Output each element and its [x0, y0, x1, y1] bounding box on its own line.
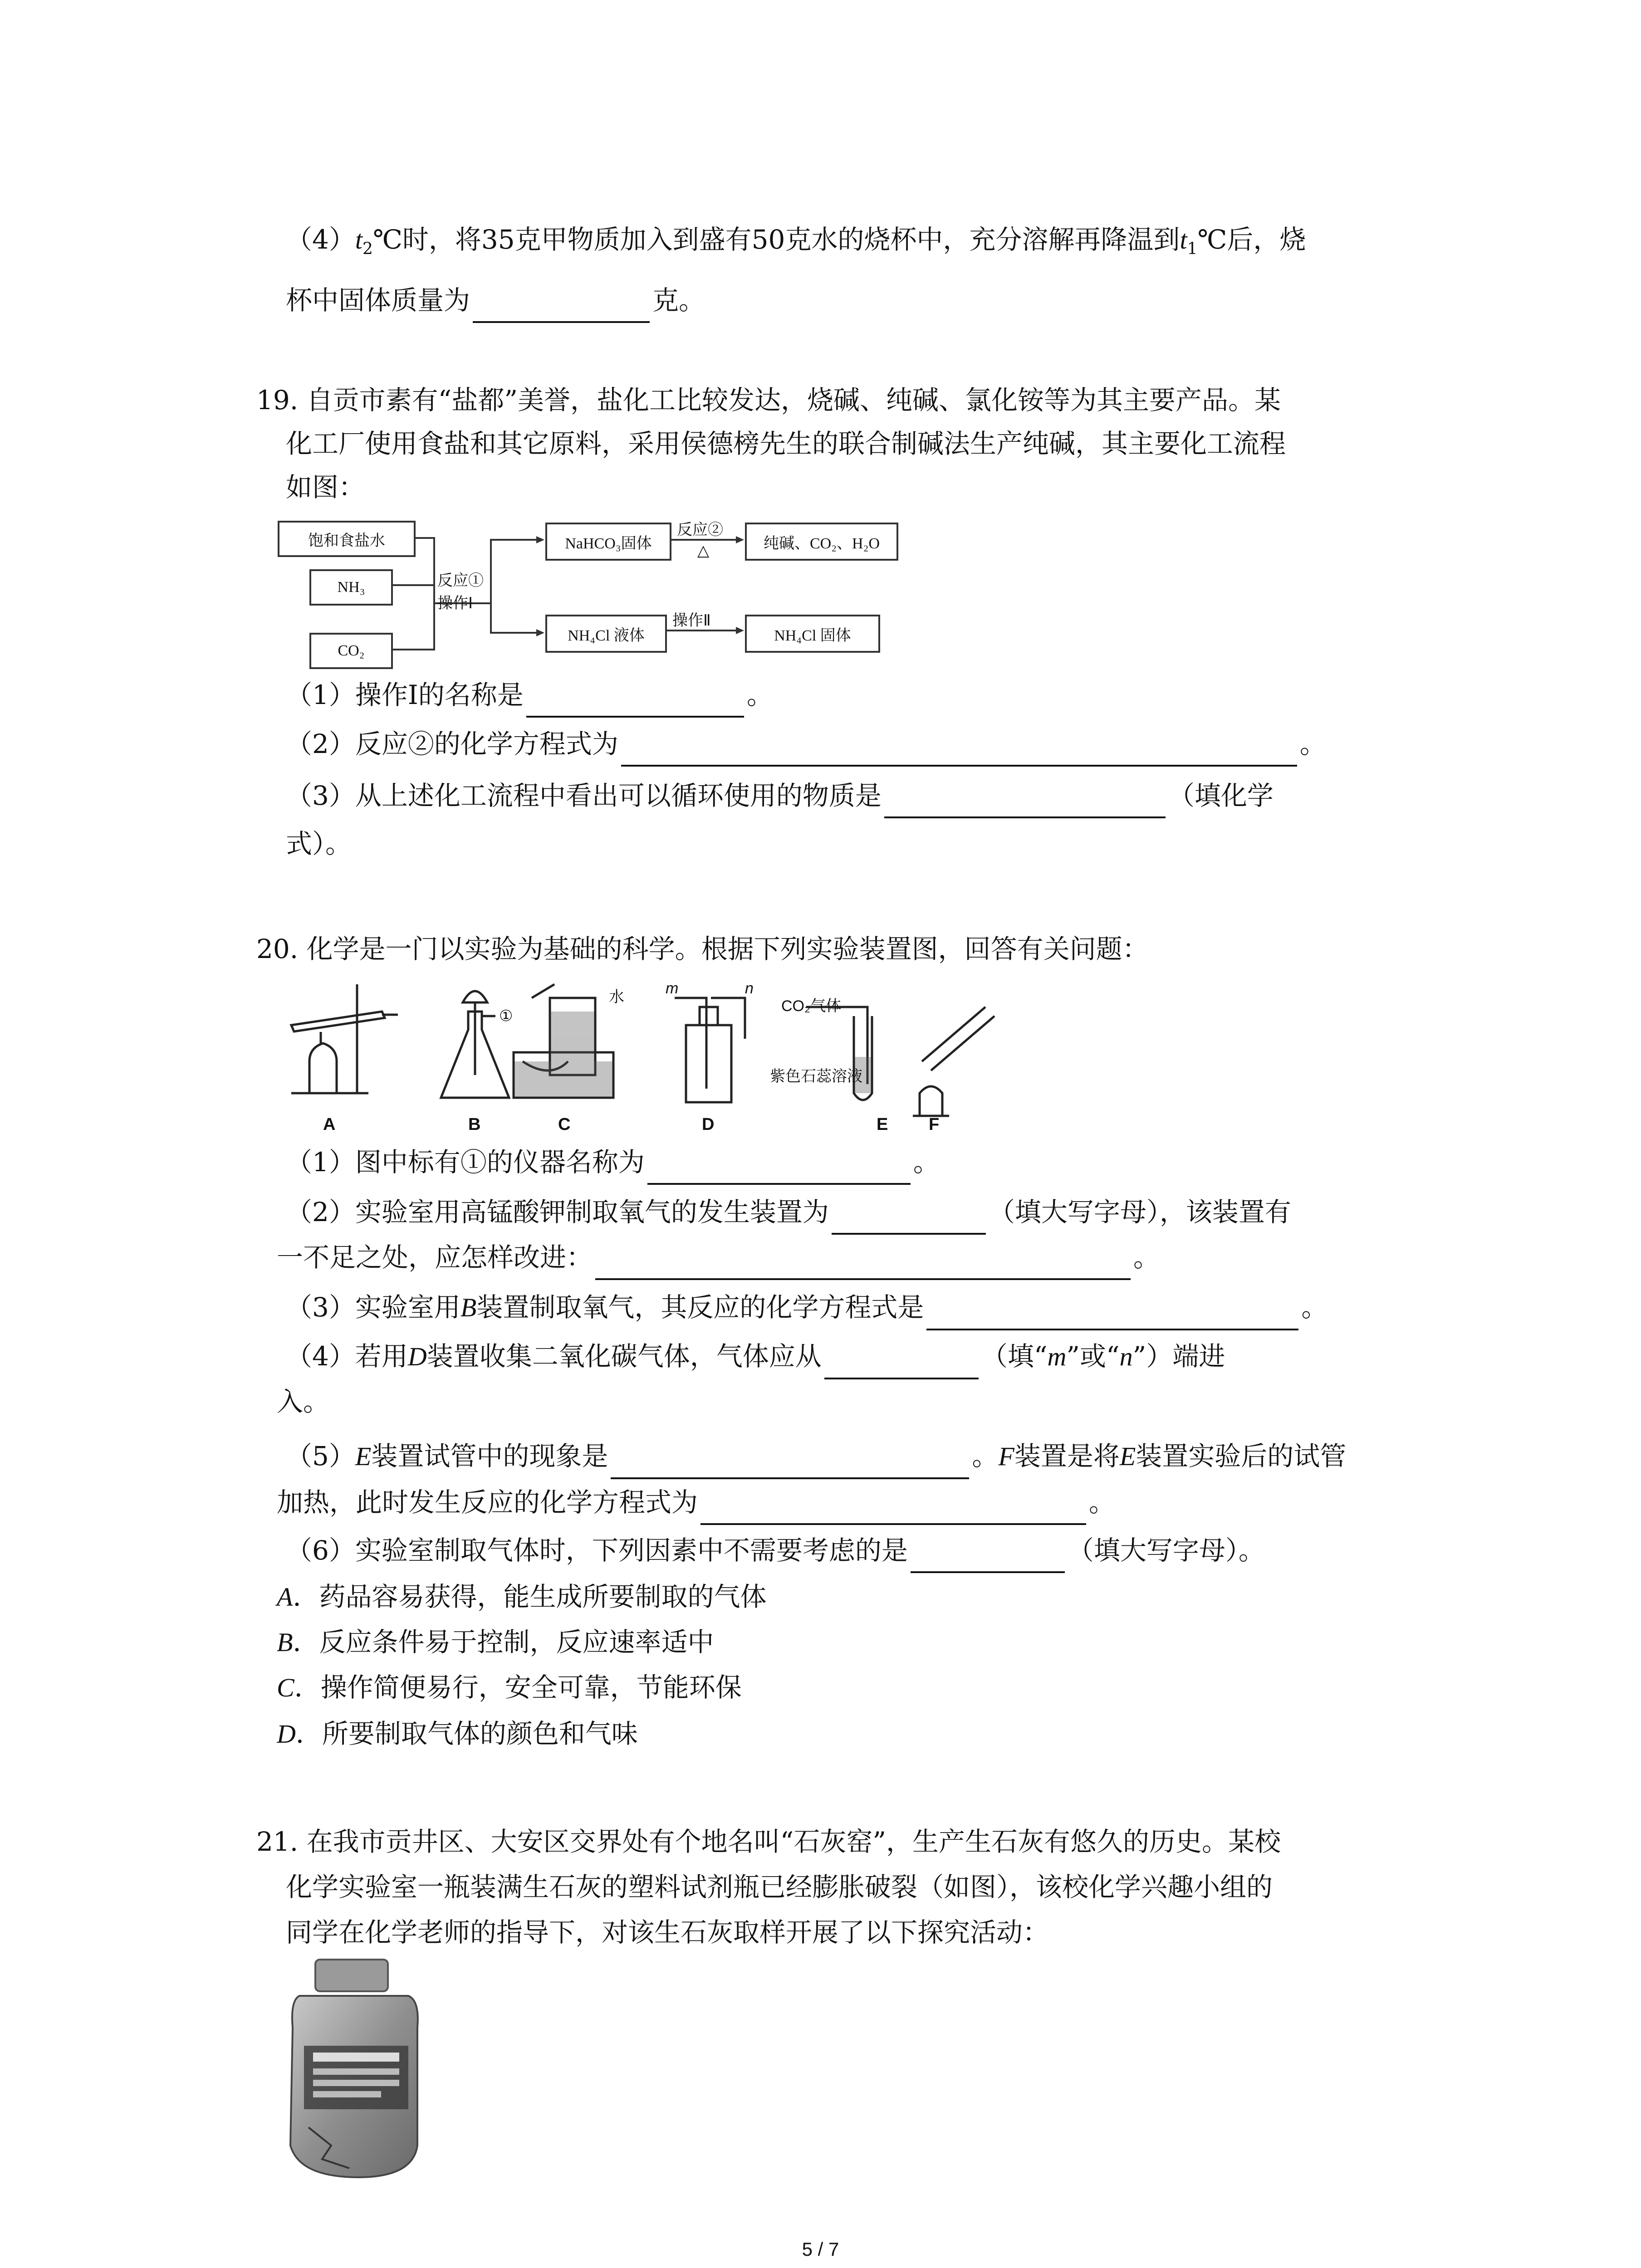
answer-blank[interactable]	[926, 1300, 1298, 1330]
answer-blank[interactable]	[884, 788, 1166, 818]
answer-blank[interactable]	[473, 293, 650, 323]
q20-option-b[interactable]: B．反应条件易于控制，反应速率适中	[277, 1627, 714, 1657]
q20-option-d[interactable]: D．所要制取气体的颜色和气味	[277, 1718, 638, 1749]
bottle-image	[281, 1955, 431, 2182]
q20-part1: （1）图中标有①的仪器名称为 。	[286, 1139, 940, 1185]
label-apparatus-d: D	[702, 1115, 715, 1134]
answer-blank[interactable]	[647, 1155, 911, 1185]
box-nahco3-solid: NaHCO₃固体	[545, 523, 671, 561]
q20-part4: （4）若用D装置收集二氧化碳气体，气体应从 （填“m”或“n”）端进	[286, 1334, 1225, 1379]
q20-part6: （6）实验室制取气体时，下列因素中不需要考虑的是 （填大写字母）。	[286, 1528, 1265, 1573]
label-heat: △	[697, 542, 710, 559]
label-apparatus-f: F	[929, 1115, 940, 1134]
label-operation-1: 操作Ⅰ	[437, 595, 473, 612]
label-co2-gas: CO₂气体	[781, 997, 842, 1015]
q20-part5-cont: 加热，此时发生反应的化学方程式为 。	[277, 1480, 1115, 1525]
label-water: 水	[609, 988, 624, 1006]
q20-part3: （3）实验室用B装置制取氧气，其反应的化学方程式是 。	[286, 1285, 1327, 1330]
cracked-reagent-bottle-photo	[281, 1955, 431, 2182]
label-reaction-1: 反应①	[437, 572, 484, 589]
box-products: 纯碱、CO₂、H₂O	[745, 523, 898, 561]
t1-symbol: t	[1180, 225, 1187, 254]
q19-stem-line1: 19. 自贡市素有“盐都”美誉，盐化工比较发达，烧碱、纯碱、氯化铵等为其主要产品。某	[256, 385, 1281, 415]
answer-blank[interactable]	[595, 1250, 1131, 1280]
t2-symbol: t	[355, 225, 363, 254]
answer-blank[interactable]	[526, 688, 744, 718]
label-instrument-1: ①	[499, 1007, 513, 1025]
q19-stem-line3: 如图：	[286, 472, 365, 503]
q20-option-a[interactable]: A．药品容易获得，能生成所要制取的气体	[277, 1581, 767, 1612]
box-co2: CO₂	[309, 633, 393, 669]
q19-part2: （2）反应②的化学方程式为 。	[286, 721, 1326, 767]
label-litmus-solution: 紫色石蕊溶液	[770, 1068, 862, 1085]
q20-part2: （2）实验室用高锰酸钾制取氧气的发生装置为 （填大写字母），该装置有	[286, 1189, 1291, 1235]
lab-apparatus-figure	[278, 971, 1049, 1143]
process-flow-diagram	[278, 513, 922, 662]
q21-line2: 化学实验室一瓶装满生石灰的塑料试剂瓶已经膨胀破裂（如图），该校化学兴趣小组的	[286, 1872, 1273, 1902]
answer-blank[interactable]	[611, 1449, 969, 1479]
q21-line3: 同学在化学老师的指导下，对该生石灰取样开展了以下探究活动：	[286, 1917, 1049, 1948]
label-reaction-2: 反应②	[677, 521, 723, 538]
answer-blank[interactable]	[832, 1205, 986, 1235]
label-apparatus-b: B	[468, 1115, 481, 1134]
q19-part3: （3）从上述化工流程中看出可以循环使用的物质是 （填化学	[286, 773, 1274, 818]
page-number: 5 / 7	[802, 2239, 839, 2260]
q20-part2-cont: 一不足之处，应怎样改进： 。	[277, 1235, 1160, 1280]
q19-stem-line2: 化工厂使用食盐和其它原料，采用侯德榜先生的联合制碱法生产纯碱，其主要化工流程	[286, 428, 1286, 459]
q20-stem: 20. 化学是一门以实验为基础的科学。根据下列实验装置图，回答有关问题：	[256, 934, 1149, 964]
label-operation-2: 操作Ⅱ	[672, 612, 711, 629]
label-m: m	[666, 980, 679, 997]
box-nh4cl-solid: NH₄Cl 固体	[745, 615, 880, 653]
q18-part4-line2: 杯中固体质量为 克。	[286, 278, 705, 323]
box-nh3: NH₃	[309, 569, 393, 606]
answer-blank[interactable]	[911, 1543, 1065, 1573]
label-n: n	[745, 980, 754, 997]
q21-line1: 21. 在我市贡井区、大安区交界处有个地名叫“石灰窑”，生产生石灰有悠久的历史。某校	[256, 1826, 1281, 1857]
answer-blank[interactable]	[621, 737, 1297, 767]
q18-part4-line1: $(4)t_2℃$时，将35克甲物质加入到盛有50克水的烧杯中，充分溶解再降温到$t_1℃$后，烧	[286, 224, 1306, 259]
label-apparatus-e: E	[877, 1115, 888, 1134]
q20-option-c[interactable]: C．操作简便易行，安全可靠，节能环保	[277, 1672, 742, 1703]
label-apparatus-c: C	[558, 1115, 571, 1134]
q20-part5: （5）E装置试管中的现象是 。F装置是将E装置实验后的试管	[286, 1433, 1346, 1479]
box-saturated-brine: 饱和食盐水	[278, 521, 416, 557]
q19-part3-cont: 式）。	[286, 828, 352, 859]
answer-blank[interactable]	[824, 1349, 979, 1379]
q20-part4-cont: 入。	[277, 1386, 330, 1417]
label-apparatus-a: A	[323, 1115, 336, 1134]
answer-blank[interactable]	[700, 1495, 1086, 1525]
q19-part1: （1）操作Ⅰ的名称是 。	[286, 672, 773, 718]
box-nh4cl-liquid: NH₄Cl 液体	[545, 615, 667, 653]
